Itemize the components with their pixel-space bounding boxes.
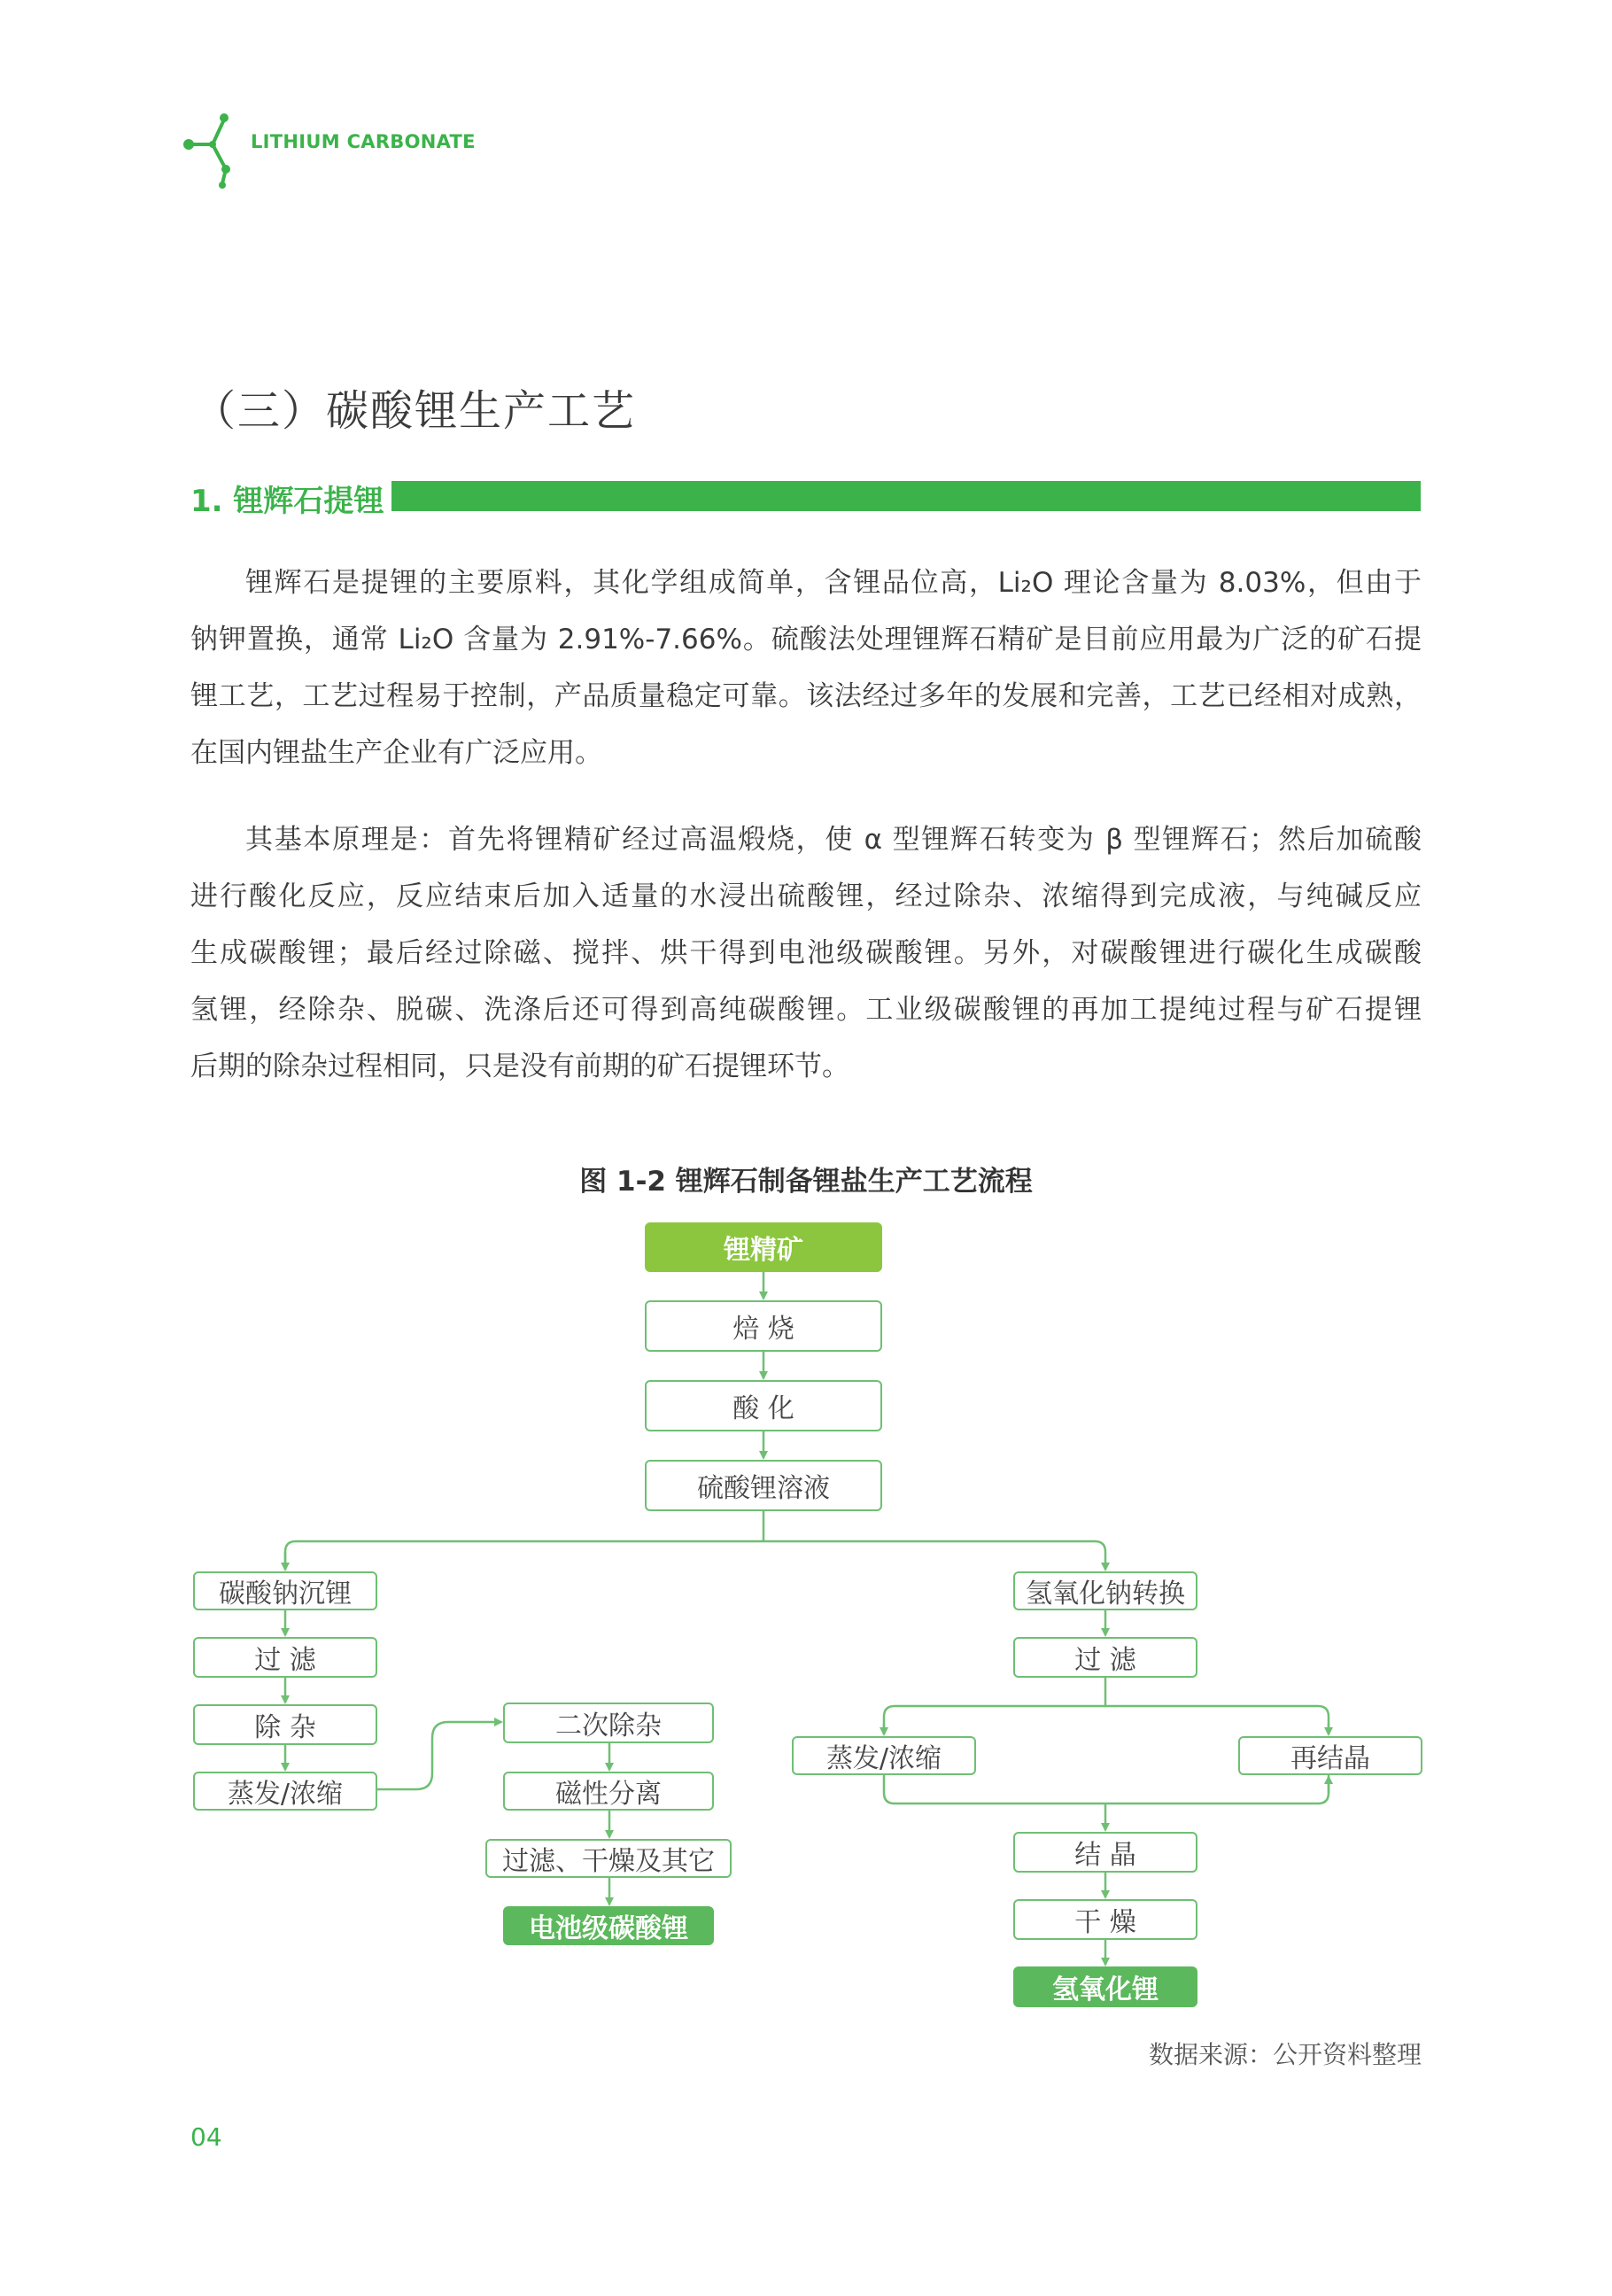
node-drying: 干 燥 [1013, 1899, 1197, 1940]
paragraph-line: 进行酸化反应，反应结束后加入适量的水浸出硫酸锂，经过除杂、浓缩得到完成液，与纯碱反应 [190, 880, 1422, 912]
node-lithium-hydroxide: 氢氧化锂 [1013, 1966, 1197, 2007]
node-sodium-carbonate-precipitation: 碳酸钠沉锂 [193, 1571, 377, 1610]
node-filtration-left: 过 滤 [193, 1637, 377, 1678]
node-crystallization: 结 晶 [1013, 1832, 1197, 1873]
source-note: 数据来源：公开资料整理 [1148, 2040, 1422, 2069]
node-evaporation-left: 蒸发/浓缩 [193, 1772, 377, 1811]
paragraph-line: 后期的除杂过程相同，只是没有前期的矿石提锂环节。 [190, 1051, 849, 1082]
subsection-title: 1. 锂辉石提锂 [190, 484, 384, 519]
node-sodium-hydroxide-conversion: 氢氧化钠转换 [1013, 1571, 1197, 1610]
node-recrystallization: 再结晶 [1238, 1736, 1422, 1775]
node-lithium-sulfate-solution: 硫酸锂溶液 [645, 1460, 882, 1511]
node-filtration-right: 过 滤 [1013, 1637, 1197, 1678]
paragraph-line: 锂辉石是提锂的主要原料，其化学组成简单，含锂品位高，Li₂O 理论含量为 8.03%，但由于 [245, 567, 1422, 599]
node-battery-grade-lithium-carbonate: 电池级碳酸锂 [503, 1906, 714, 1945]
paragraph-line: 其基本原理是：首先将锂精矿经过高温煅烧，使 α 型锂辉石转变为 β 型锂辉石；然后加硫酸 [245, 824, 1422, 856]
paragraph-line: 生成碳酸锂；最后经过除磁、搅拌、烘干得到电池级碳酸锂。另外，对碳酸锂进行碳化生成碳酸 [190, 937, 1422, 969]
node-impurity-removal: 除 杂 [193, 1704, 377, 1745]
paragraph-line: 氢锂，经除杂、脱碳、洗涤后还可得到高纯碳酸锂。工业级碳酸锂的再加工提纯过程与矿石提锂 [190, 994, 1422, 1026]
node-lithium-concentrate: 锂精矿 [645, 1222, 882, 1272]
node-secondary-impurity-removal: 二次除杂 [503, 1703, 714, 1743]
page-number: 04 [190, 2122, 222, 2152]
figure-title: 图 1-2 锂辉石制备锂盐生产工艺流程 [579, 1166, 1033, 1198]
node-roasting: 焙 烧 [645, 1300, 882, 1352]
node-evaporation-right: 蒸发/浓缩 [792, 1736, 976, 1775]
paragraph-line: 在国内锂盐生产企业有广泛应用。 [190, 737, 602, 769]
paragraph-line: 锂工艺，工艺过程易于控制，产品质量稳定可靠。该法经过多年的发展和完善，工艺已经相对成熟， [190, 680, 1422, 712]
paragraph-line: 钠钾置换，通常 Li₂O 含量为 2.91%-7.66%。硫酸法处理锂辉石精矿是目前应用最为广泛的矿石提 [190, 624, 1422, 655]
node-magnetic-separation: 磁性分离 [503, 1772, 714, 1811]
brand-label: LITHIUM CARBONATE [251, 131, 476, 152]
node-filter-dry-other: 过滤、干燥及其它 [485, 1839, 732, 1878]
section-title: （三）碳酸锂生产工艺 [193, 386, 637, 436]
node-acidification: 酸 化 [645, 1380, 882, 1431]
